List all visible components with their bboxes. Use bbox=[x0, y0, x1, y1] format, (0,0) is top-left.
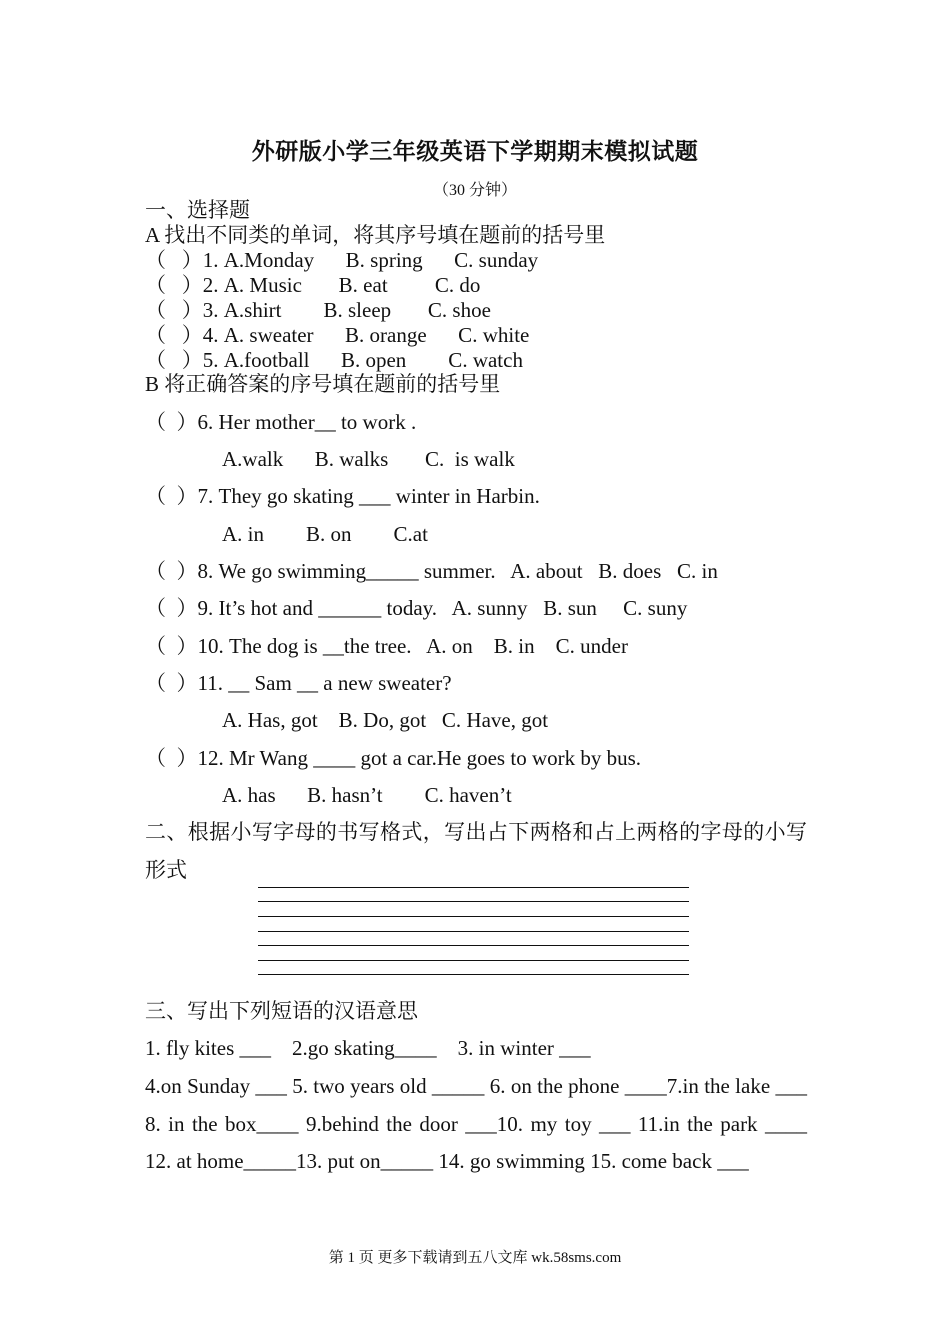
writing-line bbox=[258, 916, 689, 917]
question-9: （ ）9. It’s hot and ______ today. A. sunny B. sun C. suny bbox=[145, 596, 688, 620]
question-1: （ ）1. A.Monday B. spring C. sunday bbox=[145, 248, 539, 272]
question-6: （ ）6. Her mother__ to work . bbox=[145, 410, 417, 434]
partA-instruction: A 找出不同类的单词，将其序号填在题前的括号里 bbox=[145, 223, 606, 247]
question-10: （ ）10. The dog is __the tree. A. on B. in C. under bbox=[145, 634, 628, 658]
phrase-line-1: 1. fly kites ___ 2.go skating____ 3. in winter ___ bbox=[145, 1036, 591, 1060]
question-3: （ ）3. A.shirt B. sleep C. shoe bbox=[145, 298, 491, 322]
writing-line bbox=[258, 887, 689, 888]
question-7: （ ）7. They go skating ___ winter in Harbin. bbox=[145, 484, 540, 508]
partB-instruction: B 将正确答案的序号填在题前的括号里 bbox=[145, 372, 501, 396]
question-4: （ ）4. A. sweater B. orange C. white bbox=[145, 323, 530, 347]
question-5: （ ）5. A.football B. open C. watch bbox=[145, 348, 523, 372]
question-6-options: A.walk B. walks C. is walk bbox=[222, 447, 515, 471]
writing-line bbox=[258, 931, 689, 932]
section2-heading: 二、根据小写字母的书写格式，写出占下两格和占上两格的字母的小写形式 bbox=[145, 820, 807, 882]
page-subtitle: （30 分钟） bbox=[432, 182, 517, 199]
section1-heading: 一、选择题 bbox=[145, 198, 250, 222]
writing-line bbox=[258, 901, 689, 902]
phrase-paragraph: 4.on Sunday ___ 5. two years old _____ 6. on the phone ____7.in the lake ___ 8. in the box____ 9.behind the door ___10. my toy ___ 11.in the park ____ 12. at home_____13. put on_____ 14. go swimming 15. come back ___ bbox=[145, 1074, 807, 1173]
question-11: （ ）11. __ Sam __ a new sweater? bbox=[145, 671, 452, 695]
section3-heading: 三、写出下列短语的汉语意思 bbox=[145, 999, 418, 1023]
question-7-options: A. in B. on C.at bbox=[222, 522, 428, 546]
page-title: 外研版小学三年级英语下学期期末模拟试题 bbox=[251, 139, 699, 165]
page-footer: 第 1 页 更多下载请到五八文库 wk.58sms.com bbox=[328, 1250, 622, 1266]
writing-line bbox=[258, 960, 689, 961]
question-12: （ ）12. Mr Wang ____ got a car.He goes to work by bus. bbox=[145, 746, 642, 770]
handwriting-lines bbox=[258, 885, 689, 977]
question-11-options: A. Has, got B. Do, got C. Have, got bbox=[222, 708, 549, 732]
question-12-options: A. has B. hasn’t C. haven’t bbox=[222, 783, 512, 807]
question-2: （ ）2. A. Music B. eat C. do bbox=[145, 273, 481, 297]
writing-line bbox=[258, 945, 689, 946]
writing-line bbox=[258, 974, 689, 975]
question-8: （ ）8. We go swimming_____ summer. A. about B. does C. in bbox=[145, 559, 718, 583]
